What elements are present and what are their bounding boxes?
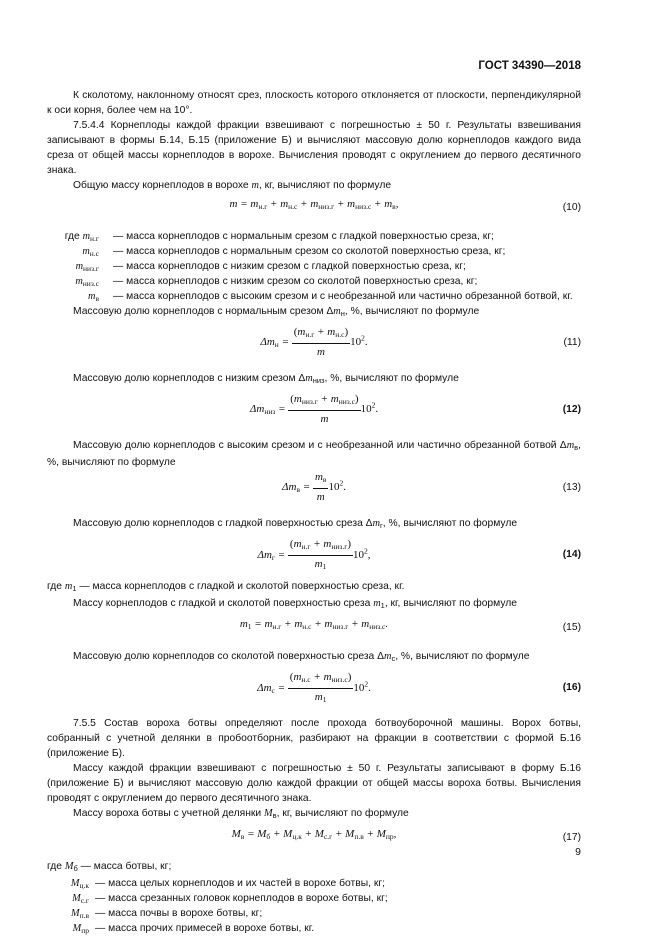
formula-number: (17) (562, 832, 581, 843)
formula-number: (10) (562, 202, 581, 213)
definitions-list-2 (47, 859, 581, 936)
paragraph-m1-formula: Массу корнеплодов с гладкой и сколотой поверхностью среза $m_1$, кг, вычисляют по формуле (73, 598, 518, 610)
paragraph-chipped-cut: Массовую долю корнеплодов со сколотой поверхностью среза $\Delta m_с$, %, вычисляют по формуле (73, 651, 530, 663)
definition-item: где $M_б$ — масса ботвы, кг; (47, 861, 172, 873)
formula-number: (12) (562, 404, 581, 415)
definition-item: $m_{низ.г}$ — масса корнеплодов с низким срезом с гладкой поверхностью среза, кг; (75, 261, 466, 273)
paragraph-tops-mass: Массу вороха ботвы с учетной делянки $M_в$, кг, вычисляют по формуле (73, 808, 409, 820)
definition-item: где $m_{н.г}$ — масса корнеплодов с нормальным срезом с гладкой поверхностью среза, кг; (64, 231, 494, 243)
definition-item: $M_{пр}$ — масса прочих примесей в ворохе ботвы, кг. (72, 923, 315, 935)
formula-16: $\Delta m_с$ = $\frac{(m_{н.с} + m_{низ.с})}{m_1}$ $10^2$. (16) (257, 671, 581, 704)
definition-item: $M_{ц.к}$ — масса целых корнеплодов и их частей в ворохе ботвы, кг; (70, 878, 385, 890)
formula-10: $m = m_{н.г} + m_{н.с} + m_{низ.г} + m_{низ.с} + m_в$, (10) (229, 198, 581, 213)
page-number: 9 (575, 846, 581, 858)
definitions-list-1 (47, 229, 581, 304)
paragraph-m1-definition: где $m_1$ — масса корнеплодов с гладкой и сколотой поверхностью среза, кг. (47, 581, 405, 593)
standard-number: ГОСТ 34390—2018 (478, 60, 581, 72)
paragraph-cut-definition: К сколотому, наклонному относят срез, плоскость которого отклоняется от плоскости, перпендикулярной к оси корня, более чем на 10°. (47, 90, 581, 116)
formula-number: (13) (562, 482, 581, 493)
definition-item: $m_в$ — масса корнеплодов с высоким срезом и с необрезанной или частично обрезанной ботвой, кг. (88, 291, 573, 303)
paragraph-low-cut: Массовую долю корнеплодов с низким срезом $\Delta m_{низ}$, %, вычисляют по формуле (73, 373, 459, 385)
formula-number: (15) (562, 622, 581, 633)
definition-item: $m_{низ.с}$ — масса корнеплодов с низким срезом со сколотой поверхностью среза, кг; (75, 276, 478, 288)
formula-13: $\Delta m_в$ = $\frac{m_в}{m}$ $10^2$. (13) (282, 471, 581, 503)
paragraph-fraction-weighing: Массу каждой фракции взвешивают с погрешностью ± 50 г. Результаты записывают в форму Б.16 (приложение Б) и вычисляют массовую долю каждой фракции от общей массы вороха ботвы. Вычисления проводят с округлением до первого десятичного знака. (47, 763, 581, 804)
paragraph-7-5-4-4: 7.5.4.4 Корнеплоды каждой фракции взвешивают с погрешностью ± 50 г. Результаты взвешивания записывают в формы Б.14, Б.15 (приложение Б) и вычисляют массовую долю корнеплодов каждого вида среза от общей массы корнеплодов в ворохе. Вычисления проводят с округлением до первого десятичного знака. (47, 120, 581, 176)
formula-number: (16) (562, 682, 581, 693)
paragraph-total-mass: Общую массу корнеплодов в ворохе m, кг, вычисляют по формуле (73, 180, 392, 191)
definition-item: $M_{п.в}$ — масса почвы в ворохе ботвы, кг; (70, 908, 263, 920)
paragraph-high-cut: Массовую долю корнеплодов с высоким срезом и с необрезанной или частично обрезанной ботвой $\Delta m_в$, %, вычисляют по формуле (47, 440, 581, 468)
formula-14: $\Delta m_г$ = $\frac{(m_{н.г} + m_{низ.г})}{m_1}$ $10^2$, (14) (257, 538, 581, 571)
formula-12: $\Delta m_{низ}$ = $\frac{(m_{низ.г} + m_{низ.с})}{m}$ $10^2$. (12) (249, 393, 581, 425)
paragraph-normal-cut: Массовую долю корнеплодов с нормальным срезом $\Delta m_н$, %, вычисляют по формуле (73, 306, 480, 318)
paragraph-smooth-cut: Массовую долю корнеплодов с гладкой поверхностью среза $\Delta m_г$, %, вычисляют по формуле (73, 518, 518, 530)
formula-number: (11) (563, 337, 581, 348)
definition-item: $m_{н.с}$ — масса корнеплодов с нормальным срезом со сколотой поверхностью среза, кг; (82, 246, 506, 258)
formula-17: $M_в = M_б + M_{ц.к} + M_{с.г} + M_{п.в} + M_{пр}$, (17) (231, 828, 581, 843)
page-content (47, 88, 581, 936)
formula-15: $m_1 = m_{н.г} + m_{н.с} + m_{низ.г} + m_{низ.с}$. (15) (239, 618, 581, 633)
definition-item: $M_{с.г}$ — масса срезанных головок корнеплодов в ворохе ботвы, кг; (72, 893, 388, 905)
formula-number: (14) (562, 549, 581, 560)
formula-11: $\Delta m_н$ = $\frac{(m_{н.г} + m_{н.с})}{m}$ $10^2$. (11) (260, 326, 581, 358)
paragraph-7-5-5: 7.5.5 Состав вороха ботвы определяют после прохода ботвоуборочной машины. Ворох ботвы, собранный с учетной делянки в пробоотборник, разбирают на фракции в соответствии с формой Б.16 (приложение Б). (47, 718, 581, 759)
